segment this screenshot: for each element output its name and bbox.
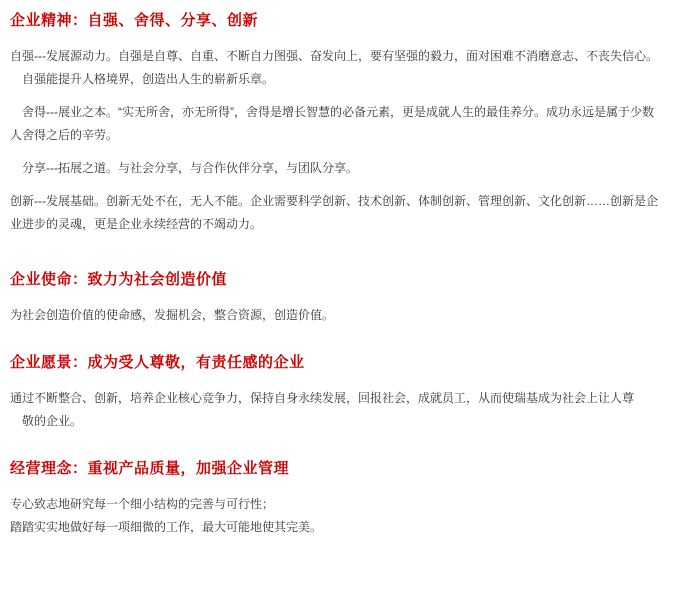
paragraph-self-improvement-1: 自强---发展源动力。自强是自尊、自重、不断自力图强、奋发向上，要有坚强的毅力，面对困难不消磨意志、不丧失信心。 <box>10 49 658 63</box>
paragraph-philosophy-1: 专心致志地研究每一个细小结构的完善与可行性； <box>10 497 275 511</box>
paragraph-vision-1: 通过不断整合、创新，培养企业核心竞争力，保持自身永续发展，回报社会，成就员工，从而使瑞基成为社会上让人尊 <box>10 391 635 405</box>
section-corporate-mission <box>8 269 672 326</box>
section-corporate-vision <box>8 352 672 432</box>
spacer <box>8 380 672 388</box>
spacer <box>8 247 672 269</box>
paragraph-mission-1: 为社会创造价值的使命感，发掘机会，整合资源，创造价值。 <box>10 308 335 322</box>
section-heading-corporate-vision: 企业愿景：成为受人尊敬，有责任感的企业 <box>10 354 305 371</box>
paragraph-give-and-take-1: 舍得---展业之本。“实无所舍，亦无所得”，舍得是增长智慧的必备元素，更是成就人生的最佳养分。成功永远是属于少数 <box>22 105 654 119</box>
section-heading-business-philosophy: 经营理念：重视产品质量，加强企业管理 <box>10 460 290 477</box>
section-business-philosophy <box>8 458 672 538</box>
paragraph-self-improvement-2: 自强能提升人格境界，创造出人生的崭新乐章。 <box>22 72 275 86</box>
spacer <box>8 38 672 46</box>
paragraph-innovation-1: 创新---发展基础。创新无处不在，无人不能。企业需要科学创新、技术创新、体制创新、管理创新、文化创新……创新是企 <box>10 194 658 208</box>
section-heading-corporate-spirit: 企业精神：自强、舍得、分享、创新 <box>10 12 259 29</box>
spacer <box>8 486 672 494</box>
paragraph-give-and-take-2: 人舍得之后的辛劳。 <box>10 128 119 142</box>
paragraph-sharing: 分享---拓展之道。与社会分享，与合作伙伴分享，与团队分享。 <box>22 161 358 175</box>
paragraph-philosophy-2: 踏踏实实地做好每一项细微的工作，最大可能地使其完美。 <box>10 520 323 534</box>
section-corporate-spirit <box>8 10 672 235</box>
spacer <box>8 444 672 458</box>
section-heading-corporate-mission: 企业使命：致力为社会创造价值 <box>10 271 228 288</box>
paragraph-innovation-2: 业进步的灵魂，更是企业永续经营的不竭动力。 <box>10 217 263 231</box>
spacer <box>8 338 672 352</box>
spacer <box>8 297 672 305</box>
paragraph-vision-2: 敬的企业。 <box>22 414 83 428</box>
